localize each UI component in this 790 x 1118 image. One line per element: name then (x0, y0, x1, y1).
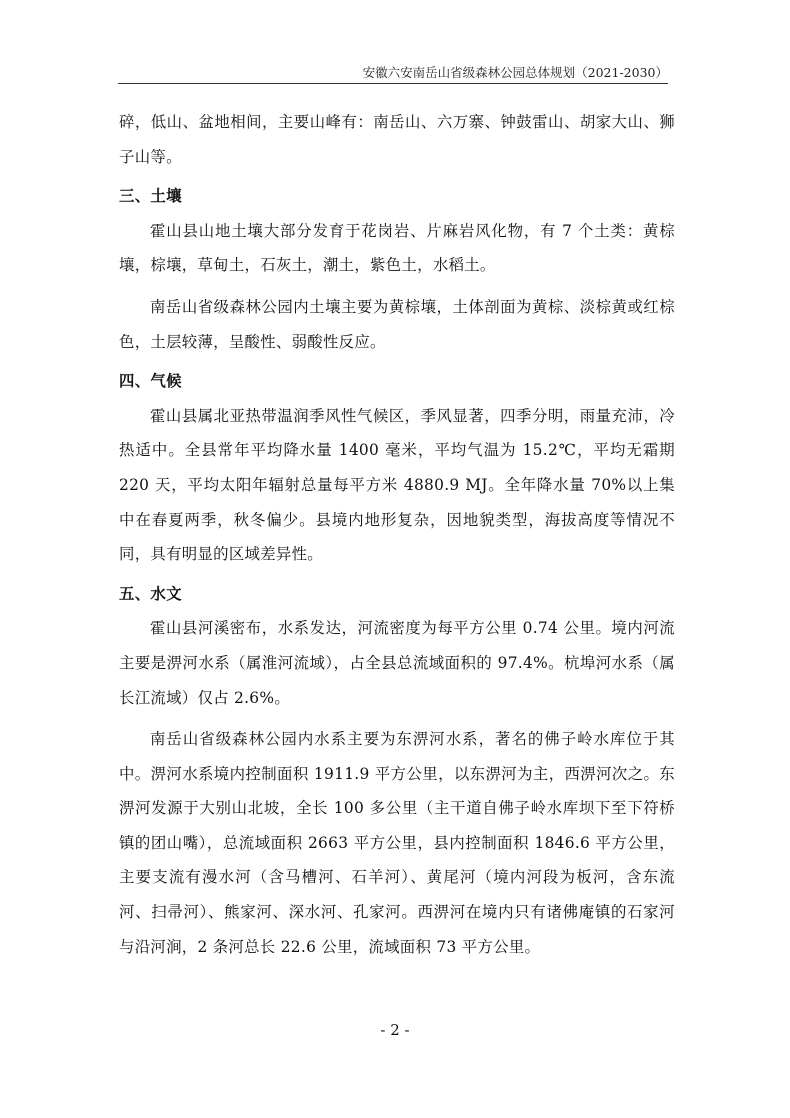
page-number: - 2 - (380, 1021, 410, 1039)
paragraph-soil-types: 霍山县山地土壤大部分发育于花岗岩、片麻岩风化物，有 7 个土类：黄棕壤，棕壤，草甸土，石灰土，潮土，紫色土，水稻土。 (119, 221, 675, 275)
section-heading-soil: 三、土壤 (119, 187, 182, 206)
header-divider (118, 83, 668, 84)
paragraph-climate: 霍山县属北亚热带温润季风性气候区，季风显著，四季分明，雨量充沛，冷热适中。全县常年平均降水量 1400 毫米，平均气温为 15.2℃，平均无霜期 220 天，平均太阳年辐射总量每平方米 4880.9 MJ。全年降水量 70%以上集中在春夏两季，秋冬偏少。县境内地形复杂，因地貌类型，海拔高度等情况不同，具有明显的区域差异性。 (119, 406, 675, 564)
section-heading-hydrology: 五、水文 (119, 584, 182, 603)
paragraph-soil-park: 南岳山省级森林公园内土壤主要为黄棕壤，土体剖面为黄棕、淡棕黄或红棕色，土层较薄，呈酸性、弱酸性反应。 (119, 297, 675, 351)
page-header (118, 64, 668, 84)
document-body (119, 105, 675, 964)
paragraph-terrain-continued: 碎，低山、盆地相间，主要山峰有：南岳山、六万寨、钟鼓雷山、胡家大山、狮子山等。 (119, 113, 675, 166)
paragraph-hydrology-park: 南岳山省级森林公园内水系主要为东淠河水系，著名的佛子岭水库位于其中。淠河水系境内控制面积 1911.9 平方公里，以东淠河为主，西淠河次之。东淠河发源于大别山北坡，全长 100 多公里（主干道自佛子岭水库坝下至下符桥镇的团山嘴），总流域面积 2663 平方公里，县内控制面积 1846.6 平方公里，主要支流有漫水河（含马槽河、石羊河）、黄尾河（境内河段为板河，含东流河、扫帚河）、熊家河、深水河、孔家河。西淠河在境内只有诸佛庵镇的石家河与沿河涧，2 条河总长 22.6 公里，流域面积 73 平方公里。 (119, 730, 675, 956)
paragraph-hydrology-county: 霍山县河溪密布，水系发达，河流密度为每平方公里 0.74 公里。境内河流主要是淠河水系（属淮河流域），占全县总流域面积的 97.4%。杭埠河水系（属长江流域）仅占 2.6%。 (119, 619, 675, 707)
section-heading-climate: 四、气候 (119, 372, 182, 391)
document-title: 安徽六安南岳山省级森林公园总体规划（2021-2030） (362, 65, 668, 80)
